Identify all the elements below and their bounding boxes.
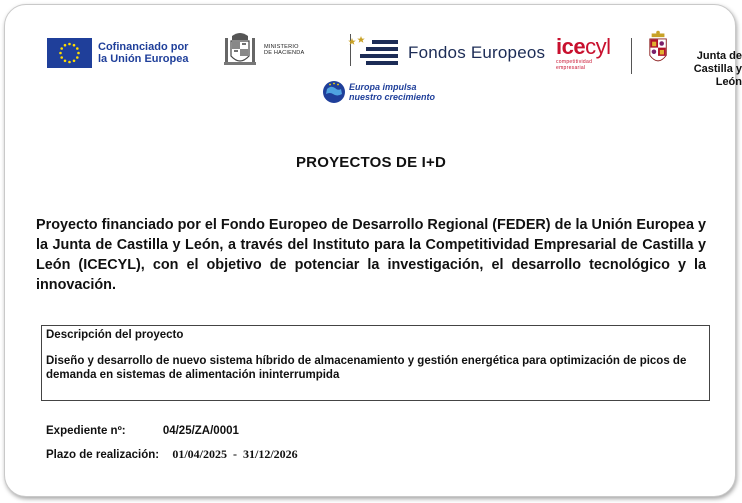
logo-divider — [631, 38, 632, 74]
icecyl-sub-line2: empresarial — [556, 64, 586, 71]
description-text: Diseño y desarrollo de nuevo sistema híbrido de almacenamiento y gestión energética para optimización de picos de demanda en sistemas de alimentación ininterrumpida — [46, 355, 687, 381]
plazo-value: 01/04/2025 - 31/12/2026 — [172, 447, 298, 461]
castilla-leon-shield-icon — [648, 28, 668, 70]
project-description-box — [41, 325, 710, 401]
europa-impulsa-line2: nuestro crecimiento — [349, 92, 436, 102]
page-title: PROYECTOS DE I+D — [295, 154, 447, 171]
europa-impulsa-line1: Europa impulsa — [349, 82, 417, 92]
plazo-label: Plazo de realización: — [46, 449, 160, 461]
europa-impulsa-logo — [322, 80, 435, 104]
expediente-value: 04/25/ZA/0001 — [162, 425, 239, 437]
description-heading: Descripción del proyecto — [46, 329, 184, 341]
intro-paragraph: Proyecto financiado por el Fondo Europeo de Desarrollo Regional (FEDER) de la Unión Europea y la Junta de Castilla y León, a través del Instituto para la Competitividad Empresarial de Castilla y León (ICECYL), con el objetivo de potenciar la investigación, el desarrollo tecnológico y la innovación. — [36, 217, 706, 293]
jcyl-line2: Castilla y León — [693, 63, 742, 88]
plazo-row — [46, 447, 298, 462]
icecyl-bold-text: ice — [556, 34, 586, 59]
eu-logo-line2: la Unión Europea — [98, 53, 189, 65]
jcyl-line1: Junta de — [696, 50, 742, 62]
fondos-europeos-text: Fondos Europeos — [408, 43, 546, 62]
hacienda-line2: DE HACIENDA — [264, 50, 305, 56]
expediente-row — [46, 425, 239, 437]
spain-coat-of-arms-icon — [222, 30, 258, 70]
eu-flag-icon — [47, 38, 92, 68]
junta-castilla-leon-logo — [648, 28, 742, 89]
expediente-label: Expediente nº: — [46, 425, 126, 437]
icecyl-sub-line1: competitividad — [556, 59, 593, 65]
globe-icon — [322, 80, 346, 104]
fondos-europeos-logo — [346, 36, 545, 70]
eu-logo-line1: Cofinanciado por — [98, 41, 189, 53]
eu-cofinanced-logo — [47, 38, 188, 68]
hacienda-line1: MINISTERIO — [264, 43, 299, 50]
icecyl-logo — [556, 36, 610, 71]
fondos-europeos-stripes-icon — [346, 36, 398, 70]
icecyl-light-text: cyl — [585, 34, 611, 59]
ministerio-hacienda-logo — [222, 30, 351, 70]
